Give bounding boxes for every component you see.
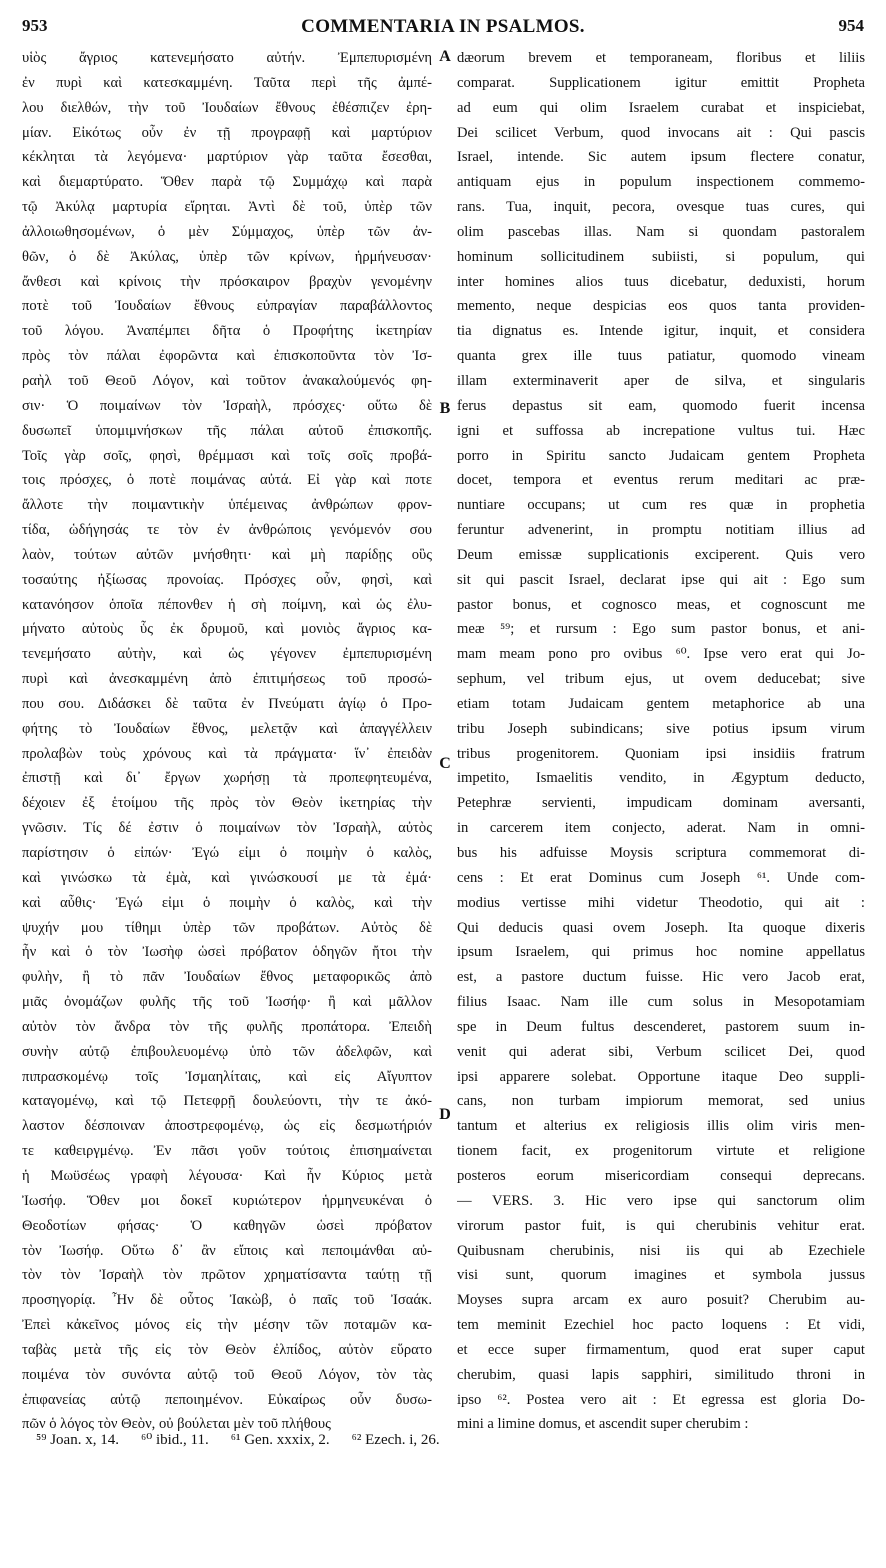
- greek-text-line: λαστον δέσποιναν ἀποστρεφομένῳ, ὡς εἰς δεσμωτήριόν: [22, 1118, 432, 1135]
- latin-text-line: cens : Et erat Dominus cum Joseph ⁶¹. Unde com-: [457, 869, 865, 886]
- latin-text-line: igni et suffossa ab increpatione vultus tui. Hæc: [457, 422, 865, 439]
- greek-text-line: καὶ γινώσκω τὰ ἐμὰ, καὶ γινώσκουσί με τὰ ἐμά·: [22, 869, 432, 886]
- running-title: COMMENTARIA IN PSALMOS.: [301, 16, 585, 37]
- latin-text-line: memento, neque despicias eos quos tanta providen-: [457, 298, 865, 315]
- greek-text-line: ραὴλ τοῦ Θεοῦ Λόγον, καὶ τοῦτον ἀνακαλούμενός φη-: [22, 372, 432, 389]
- greek-text-line: τίδα, ὡδήγησάς τε τὸν ἐν ἀνθρώποις γενόμενόν σου: [22, 522, 432, 539]
- latin-text-line: mam meam pono pro ovibus ⁶⁰. Ipse vero erat qui Jo-: [457, 646, 865, 663]
- greek-text-line: Ἰωσήφ. Ὅθεν μοι δοκεῖ κυριώτερον ἡρμηνευκέναι ὁ: [22, 1192, 432, 1209]
- greek-text-line: ἐν πυρὶ καὶ κατεσκαμμένη. Ταῦτα περὶ τῆς ἀμπέ-: [22, 74, 432, 91]
- latin-text-line: modius vertisse mihi videtur Theodotio, qui ait :: [457, 894, 865, 911]
- greek-text-line: δυσωπεῖ ὑπομιμνήσκων τῆς πάλαι αὐτοῦ ἐπισκοπῆς.: [22, 422, 432, 439]
- greek-text-line: καὶ διεμαρτύρατο. Ὅθεν παρὰ τῷ Συμμάχῳ καὶ παρὰ: [22, 174, 432, 191]
- latin-text-line: Israel, intende. Sic autem ipsum flectere conatur,: [457, 149, 865, 166]
- latin-text-line: tionem facit, ex progenitorum virtute et religione: [457, 1143, 865, 1160]
- latin-text-line: ferus depastus sit eam, quomodo fuerit incensa: [457, 397, 865, 414]
- latin-text-line: — VERS. 3. Hic vero ipse qui sanctorum olim: [457, 1192, 865, 1209]
- latin-text-line: tantum et alterius ex religiosis illis olim viris men-: [457, 1118, 865, 1135]
- latin-text-line: Moyses supra arcam ex auro posuit? Cherubim au-: [457, 1292, 865, 1309]
- margin-letter-c: C: [439, 755, 451, 772]
- greek-text-line: ἐπιφανείας αὐτῷ πεποιημένον. Εὐκαίρως οὖν δυσω-: [22, 1391, 432, 1408]
- latin-text-line: impetito, Ismaelitis vendito, in Ægyptum deducto,: [457, 770, 865, 787]
- greek-text-line: πιπρασκομένῳ τοῖς Ἰσμαηλίταις, καὶ εἰς Αἴγυπτον: [22, 1068, 432, 1085]
- greek-text-line: τῷ Ἀκύλᾳ μαρτυρία εἴρηται. Ἀντὶ δὲ τοῦ, ὑπὲρ τῶν: [22, 199, 432, 216]
- greek-text-line: ἄλλοτε τὴν ποιμαντικὴν ὑπέμεινας ἀνθρώπων φρον-: [22, 497, 432, 514]
- footnotes: [36, 1430, 856, 1449]
- latin-text-line: cherubim, quasi lapis sapphiri, similitudo throni in: [457, 1366, 865, 1383]
- latin-text-line: venit qui aderat sibi, Verbum scilicet Dei, quod: [457, 1043, 865, 1060]
- greek-text-line: παρίστησιν ὁ εἰπών· Ἐγώ εἰμι ὁ ποιμὴν ὁ καλὸς,: [22, 845, 432, 861]
- latin-text-line: nuntiare occupans; ut cum res quæ in prophetia: [457, 497, 865, 514]
- greek-text-line: Ἐπεὶ κἀκεῖνος μόνος εἰς τὴν μέσην τῶν ποταμῶν κα-: [22, 1317, 432, 1334]
- latin-text-line: ipsum Israelem, qui primus hoc nomine appellatus: [457, 944, 865, 961]
- greek-text-line: προλαβὼν τοὺς χρόνους καὶ τὰ πράγματα· ἵν᾽ ἐπειδὰν: [22, 745, 432, 762]
- latin-text-line: ipso ⁶². Postea vero ait : Et egressa est gloria Do-: [457, 1391, 865, 1408]
- greek-text-line: ἐπιστῇ καὶ δι᾽ ἔργων χωρήσῃ τὰ προπεφητευμένα,: [22, 770, 432, 787]
- latin-text-line: rans. Tua, inquit, pecora, ovesque tuas cures, qui: [457, 199, 865, 216]
- footnote: ⁶⁰ ibid., 11.: [140, 1432, 209, 1448]
- greek-text-line: πῶν ὁ λόγος τὸν Θεὸν, οὐ βούλεται μὲν τοῦ πλήθους: [22, 1416, 331, 1433]
- latin-text-line: inter homines alios tuus dicebatur, deduxisti, horum: [457, 273, 865, 290]
- greek-text-line: καταγομένῳ, καὶ τῷ Πετεφρῇ δουλεύοντι, τὴν τε ἀκό-: [22, 1093, 432, 1110]
- greek-text-line: κέκληται τὰ λεγόμενα· μαρτύριον γὰρ ταῦτα ἔσεσθαι,: [22, 149, 432, 166]
- margin-letter-b: B: [439, 400, 451, 417]
- latin-text-line: spe in Deum fultus descenderet, pastorem suum in-: [457, 1018, 865, 1035]
- greek-text-line: πρὸς τὸν πάλαι ἐφορῶντα καὶ ἐπισκοποῦντα τὸν Ἰσ-: [22, 348, 432, 365]
- greek-text-line: μήνατο αὐτοὺς ὗς ἐκ δρυμοῦ, καὶ μονιὸς ἄγριος κα-: [22, 621, 432, 638]
- greek-text-line: πυρὶ καὶ ἀνεσκαμμένη ἀπὸ ἐπιτιμήσεως τοῦ προσώ-: [22, 671, 432, 688]
- greek-column: [22, 46, 432, 1433]
- latin-text-line: hominum sollicitudinem subiisti, si populum, qui: [457, 248, 865, 265]
- greek-text-line: γνῶσιν. Τίς δέ ἐστιν ὁ ποιμαίνων τὸν Ἰσραὴλ, αὐτὸς: [22, 820, 432, 837]
- latin-text-line: et ecce super firmamentum, quod erat super caput: [457, 1341, 865, 1358]
- latin-text-line: tem meminit Ezechiel hoc pacto loquens : Et vidi,: [457, 1317, 865, 1334]
- footnote: ⁵⁹ Joan. x, 14.: [36, 1432, 119, 1448]
- latin-text-line: Petephræ servienti, impudicam dominam aversanti,: [457, 795, 865, 812]
- greek-text-line: φήτης τὸ Ἰουδαίων ἔθνος, μελετᾷν καὶ ἀπαγγέλλειν: [22, 720, 432, 737]
- greek-text-line: καὶ αὖθις· Ἐγώ εἰμι ὁ ποιμὴν ὁ καλὸς, καὶ τὴν: [22, 894, 432, 911]
- greek-text-line: φυλὴν, ἢ τὸ πᾶν Ἰουδαίων ἔθνος μεταφορικῶς ἀπὸ: [22, 969, 432, 986]
- latin-text-line: feruntur advenerint, in promptu notitiam illius ad: [457, 522, 865, 539]
- latin-text-line: bus his adfuisse Moysis scriptura commemorat di-: [457, 845, 865, 861]
- latin-text-line: ad eum qui olim Israelem curabat et inspiciebat,: [457, 99, 865, 116]
- greek-text-line: υἱὸς ἄγριος κατενεμήσατο αὐτήν. Ἐμπεπυρισμένη: [22, 50, 432, 66]
- latin-text-line: filius Isaac. Nam ille cum solus in Mesopotamiam: [457, 994, 865, 1011]
- greek-text-line: λου διελθών, τὴν τοῦ Ἰουδαίων ἔθνους ἐθέσπιζεν ἐρη-: [22, 99, 432, 116]
- latin-text-line: antiquam ejus in populum inspectionem commemo-: [457, 174, 865, 191]
- greek-text-line: τοσαύτης ἠξίωσας προνοίας. Πρόσχες οὖν, φησὶ, καὶ: [22, 571, 432, 588]
- greek-text-line: Θεοδοτίων φήσας· Ὁ καθηγῶν ὡσεὶ πρόβατον: [22, 1217, 432, 1234]
- latin-text-line: Dei scilicet Verbum, quod invocans ait : Qui pascis: [457, 124, 865, 141]
- latin-text-line: etiam totam Judaicam gentem metaphorice ab una: [457, 695, 865, 712]
- greek-text-line: ψυχήν μου τίθημι ὑπὲρ τῶν προβάτων. Αὐτὸς δὲ: [22, 919, 432, 936]
- latin-column: [457, 46, 865, 1433]
- latin-text-line: in carcerem item conjecto, aderat. Nam in omni-: [457, 820, 865, 837]
- greek-text-line: μίαν. Εἰκότως οὖν ἐν τῇ προγραφῇ καὶ μαρτύριον: [22, 124, 432, 141]
- footnote: ⁶¹ Gen. xxxix, 2.: [230, 1432, 330, 1448]
- latin-text-line: ipsi apparere solebat. Opportune itaque Deo suppli-: [457, 1068, 865, 1085]
- latin-text-line: olim pascebas illas. Nam si quondam pastoralem: [457, 223, 865, 240]
- greek-text-line: τὸν τὸν Ἰσραὴλ τὸν πρῶτον χρηματίσαντα ταύτῃ τῇ: [22, 1267, 432, 1284]
- greek-text-line: τε καθειργμένῳ. Ἐν πᾶσι γοῦν τούτοις ἐπισημαίνεται: [22, 1143, 432, 1160]
- latin-text-line: quanta grex ille tuus patiatur, quomodo vineam: [457, 348, 865, 365]
- latin-text-line: porro in Spiritu sancto Judaicam gentem Propheta: [457, 447, 865, 464]
- greek-text-line: ταβὰς μετὰ τῆς εἰς τὸν Θεὸν ἐλπίδος, αὐτὸν εὕρατο: [22, 1341, 432, 1358]
- greek-text-line: ἄνθεσι καὶ κρίνοις τὴν πρόσκαιρον βραχὺν γενομένην: [22, 273, 432, 290]
- latin-text-line: tribu Joseph subindicans; sive potius ipsum virum: [457, 720, 865, 737]
- greek-text-line: ἡ Μωϋσέως γραφὴ λέγουσα· Καὶ ἦν Κύριος μετὰ: [22, 1167, 432, 1184]
- latin-text-line: Deum emissæ supplicationis exciperent. Quis vero: [457, 546, 865, 563]
- latin-text-line: sephum, vel tribum ejus, ut ovem deducebat; sive: [457, 671, 865, 688]
- greek-text-line: συνὴν αὐτῷ ἐπιβουλευομένῳ ὑπὸ τῶν ἀδελφῶν, καὶ: [22, 1043, 432, 1060]
- greek-text-line: ἦν καὶ ὁ τὸν Ἰωσὴφ ὡσεὶ πρόβατον ὁδηγῶν ἤτοι τὴν: [22, 944, 432, 961]
- greek-text-line: δέχοιεν ἐξ ἑτοίμου τῆς πρὸς τὸν Θεὸν ἱκετηρίας τὴν: [22, 795, 432, 812]
- latin-text-line: docet, tempora et eventus rerum meditari ac præ-: [457, 472, 865, 489]
- footnote: ⁶² Ezech. i, 26.: [351, 1432, 440, 1448]
- margin-letter-d: D: [439, 1106, 451, 1123]
- greek-text-line: Τοῖς γὰρ σοῖς, φησὶ, θρέμμασι καὶ τοῖς σοῖς προβά-: [22, 447, 432, 464]
- greek-text-line: μιᾶς ὀνομάζων φυλῆς τῆς τοῦ Ἰωσήφ· ἢ καὶ μᾶλλον: [22, 994, 432, 1011]
- greek-text-line: προσηγορίᾳ. Ἦν δὲ οὗτος Ἰακὼβ, ὁ παῖς τοῦ Ἰσαάκ.: [22, 1292, 432, 1309]
- page-number-left: 953: [22, 16, 48, 35]
- latin-text-line: visi sunt, quorum imagines et symbola jussus: [457, 1267, 865, 1284]
- latin-text-line: tribus progenitorem. Quoniam ipsi insidiis fratrum: [457, 745, 865, 762]
- latin-text-line: cans, non turbam impiorum memorat, sed unius: [457, 1093, 865, 1110]
- latin-text-line: illam exterminaverit aper de silva, et singularis: [457, 372, 865, 389]
- latin-text-line: Quibusnam cherubinis, nisi iis qui ab Ezechiele: [457, 1242, 865, 1259]
- latin-text-line: virorum pastor fuit, is qui cherubinis vehitur erat.: [457, 1217, 865, 1234]
- latin-text-line: meæ ⁵⁹; et rursum : Ego sum pastor bonus, et ani-: [457, 621, 865, 638]
- greek-text-line: ἀλλοιωθησομένων, ὁ μὲν Σύμμαχος, ὑπὲρ τῶν ἀν-: [22, 223, 432, 240]
- margin-letter-a: A: [439, 48, 451, 65]
- greek-text-line: σιν· Ὁ ποιμαίνων τὸν Ἰσραὴλ, πρόσχες· οὕτω δὲ: [22, 397, 432, 414]
- latin-text-line: est, a pastore ductum fuisse. Hic vero Jacob erat,: [457, 969, 865, 986]
- page-number-right: 954: [838, 16, 864, 35]
- latin-text-line: dæorum brevem et temporaneam, floribus et liliis: [457, 50, 865, 66]
- latin-text-line: tia dignatus es. Intende igitur, inquit, et considera: [457, 323, 865, 340]
- greek-text-line: τοῦ λόγου. Ἀναπέμπει δῆτα ὁ Προφήτης ἱκετηρίαν: [22, 323, 432, 340]
- greek-text-line: ποτὲ τοῦ Ἰουδαίων ἔθνους εὐπραγίαν παραβάλλοντος: [22, 298, 432, 315]
- greek-text-line: λαὸν, τούτων αὐτῶν μνήσθητι· καὶ μὴ παρίδῃς οὓς: [22, 546, 432, 563]
- greek-text-line: τενεμήσατο αὐτὴν, καὶ ὡς γέγονεν ἐμπεπυρισμένη: [22, 646, 432, 663]
- greek-text-line: τὸν Ἰωσήφ. Οὕτω δ᾽ ἂν εἴποις καὶ πεποιμάνθαι αὐ-: [22, 1242, 432, 1259]
- latin-text-line: posteros eorum misericordiam consequi deprecans.: [457, 1167, 865, 1184]
- latin-text-line: mini a limine domus, et ascendit super cherubim :: [457, 1416, 749, 1433]
- greek-text-line: τοις πρόσχες, ὁ ποτὲ ποιμάνας αὐτά. Εἰ γὰρ καὶ ποτε: [22, 472, 432, 489]
- greek-text-line: αὐτὸν τὸν ἄνδρα τὸν τῆς φυλῆς προπάτορα. Ἐπειδὴ: [22, 1018, 432, 1035]
- latin-text-line: Qui deducis quasi ovem Joseph. Ita quoque dixeris: [457, 919, 865, 936]
- latin-text-line: comparat. Supplicationem igitur emittit Propheta: [457, 74, 865, 91]
- latin-text-line: pastor bonus, et cognosco meas, et cognoscunt me: [457, 596, 865, 613]
- greek-text-line: θῶν, ὁ δὲ Ἀκύλας, ὑπὲρ τῶν κρίνων, ἡρμήνευσαν·: [22, 248, 432, 265]
- greek-text-line: ποιμένα τὸν συνόντα αὐτῷ τοῦ Θεοῦ Λόγον, τὸν τὰς: [22, 1366, 432, 1383]
- page-header: [22, 16, 864, 44]
- latin-text-line: sit qui pascit Israel, declarat ipse qui ait : Ego sum: [457, 571, 865, 588]
- greek-text-line: που σου. Διδάσκει δὲ ταῦτα ἐν Πνεύματι ἁγίῳ ὁ Προ-: [22, 695, 432, 712]
- greek-text-line: κατανόησον ὁποῖα πέπονθεν ἡ σὴ ποίμνη, καὶ ὡς ἐλυ-: [22, 596, 432, 613]
